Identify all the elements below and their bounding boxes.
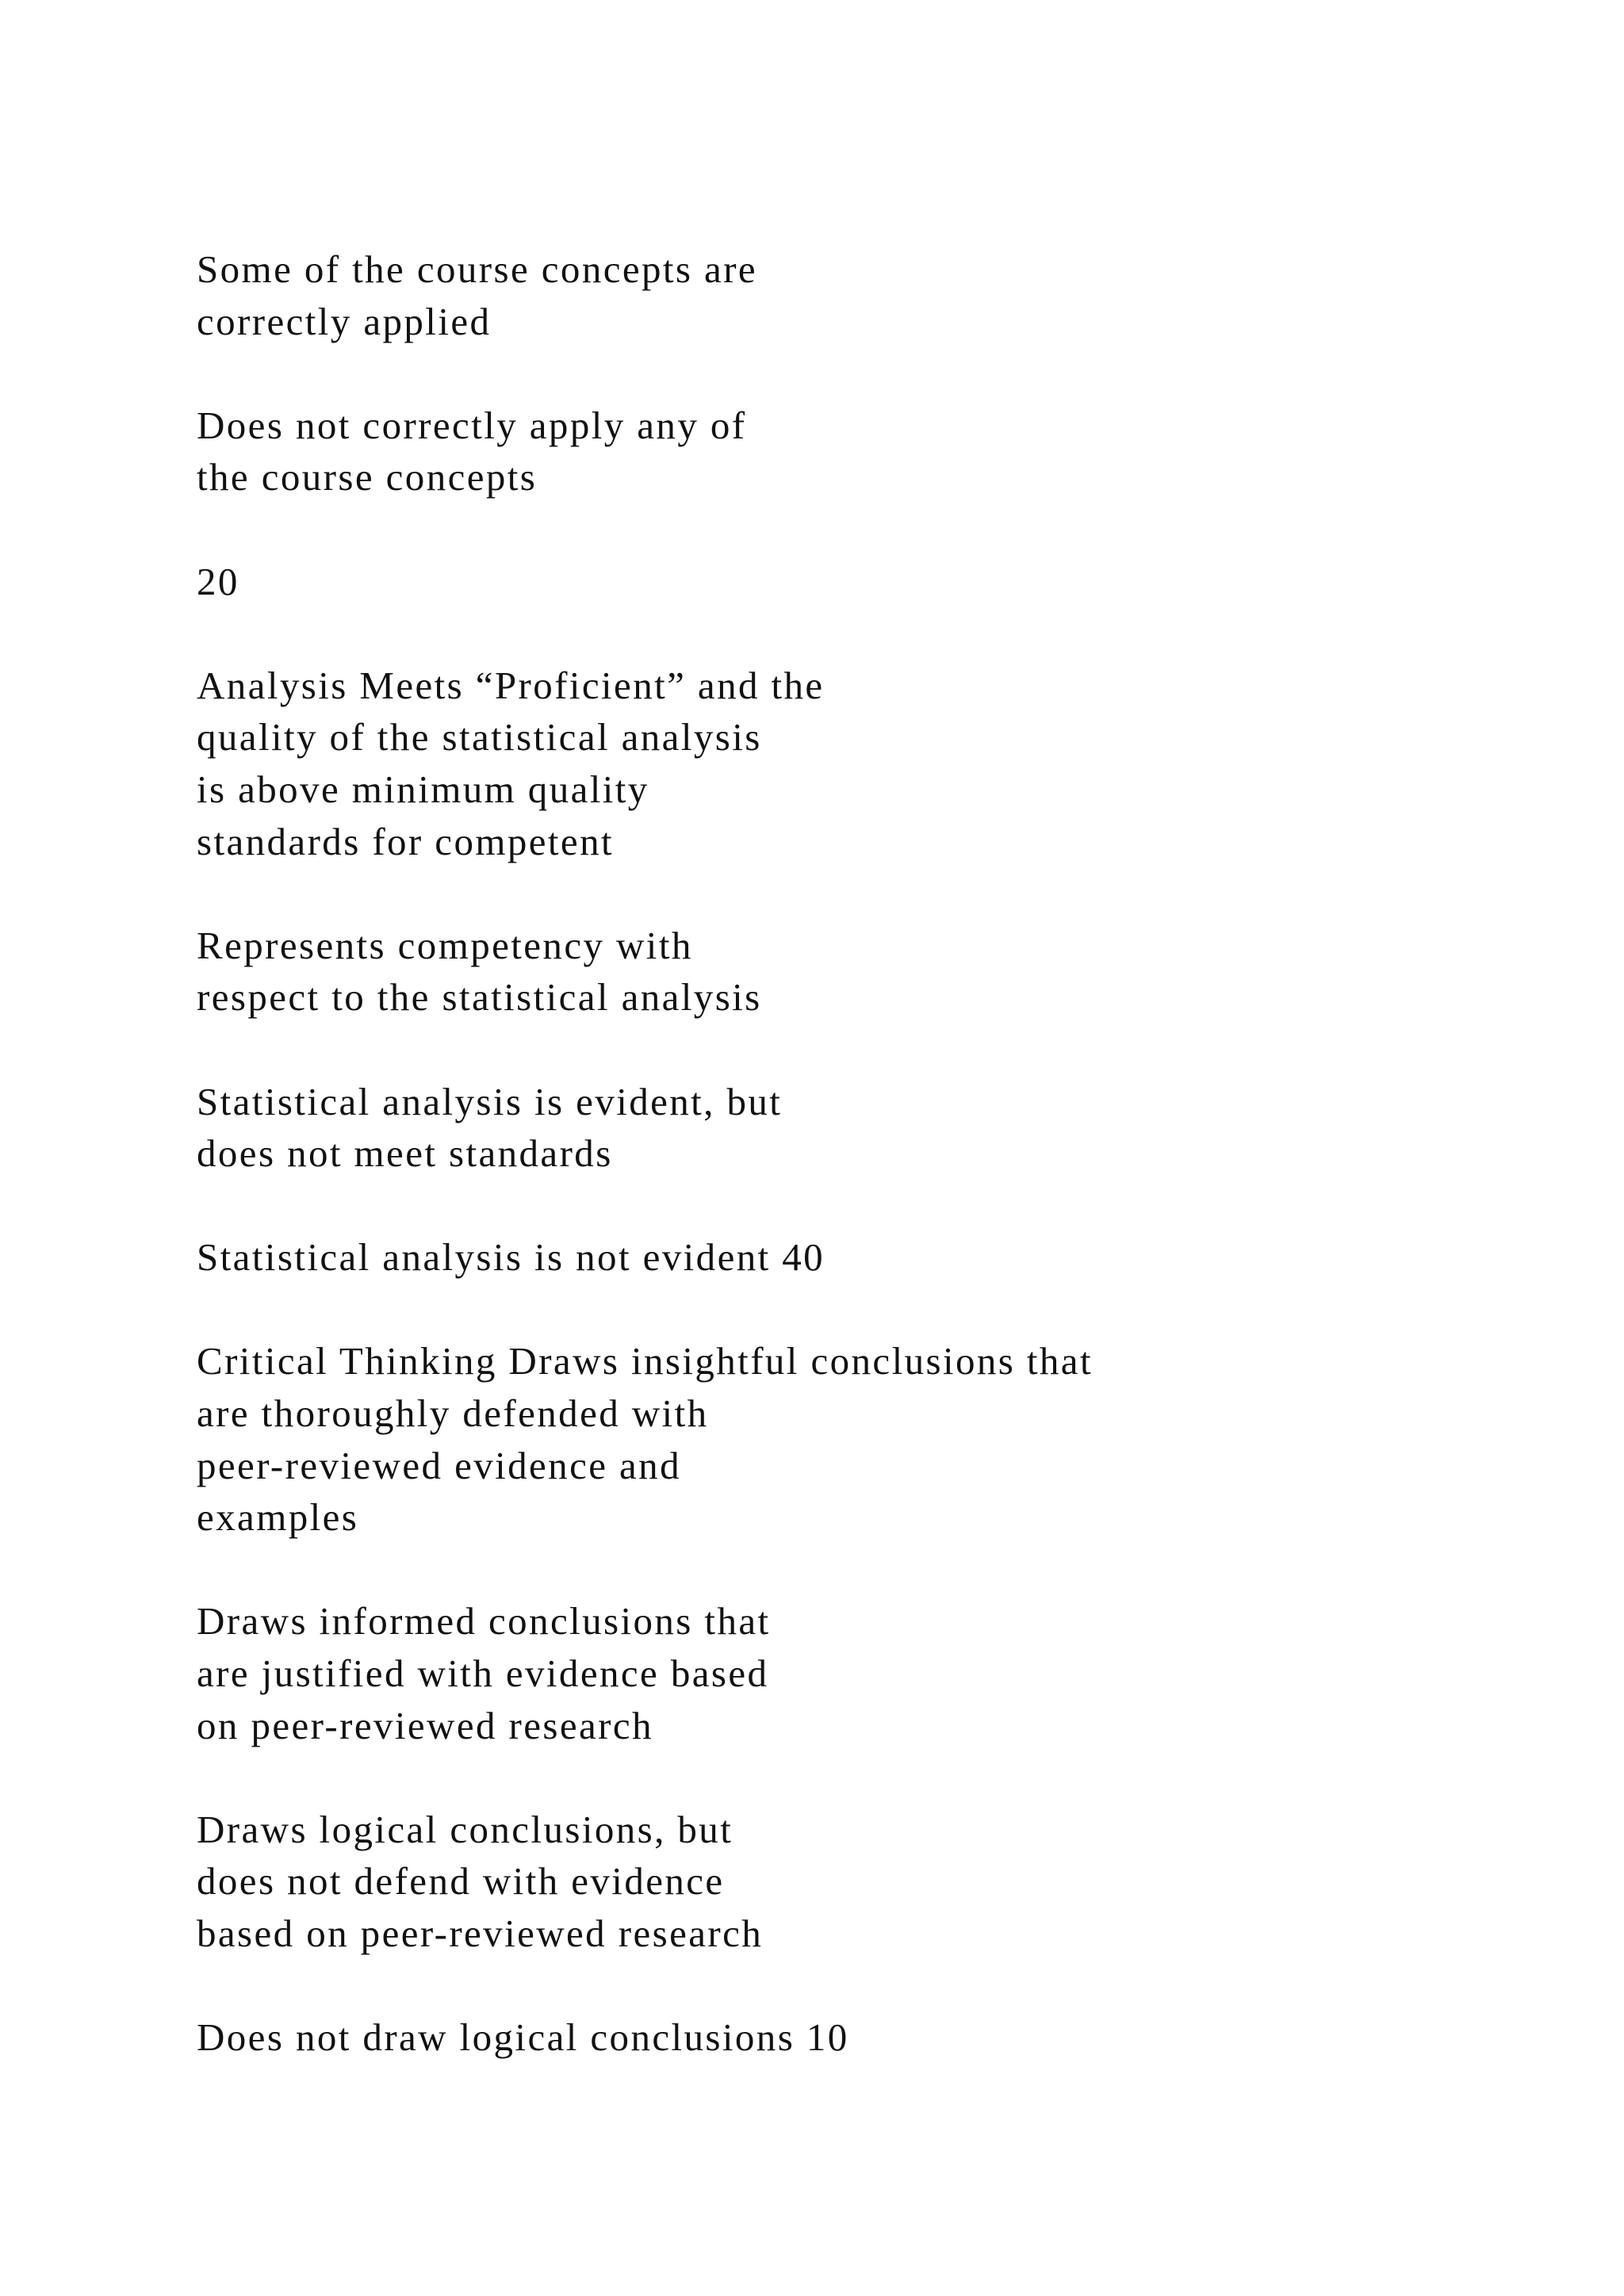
document-body <box>197 243 1545 2115</box>
paragraph-analysis-exceeds <box>197 660 1545 867</box>
paragraph-critical-thinking <box>197 1335 1545 1543</box>
text-line: Some of the course concepts are <box>197 247 758 291</box>
text-line: are justified with evidence based <box>197 1651 769 1696</box>
paragraph-some-concepts-applied <box>197 243 1545 347</box>
paragraph-no-concepts-applied <box>197 400 1545 503</box>
text-line: Draws informed conclusions that <box>197 1599 771 1644</box>
paragraph-informed-conclusions <box>197 1595 1545 1751</box>
text-line: Does not correctly apply any of <box>197 403 747 447</box>
text-line: peer-reviewed evidence and <box>197 1443 681 1487</box>
paragraph-points-20 <box>197 556 1545 608</box>
text-line: Statistical analysis is evident, but <box>197 1079 783 1123</box>
text-line: Does not draw logical conclusions 10 <box>197 2015 849 2060</box>
paragraph-logical-conclusions <box>197 1804 1545 1960</box>
text-line: Draws logical conclusions, but <box>197 1807 733 1851</box>
text-line: standards for competent <box>197 819 614 863</box>
text-line: correctly applied <box>197 299 492 343</box>
text-line: Statistical analysis is not evident 40 <box>197 1235 825 1280</box>
text-line: Represents competency with <box>197 923 693 967</box>
paragraph-no-logical-conclusions <box>197 2011 1545 2064</box>
text-line: does not meet standards <box>197 1131 613 1176</box>
text-line: the course concepts <box>197 455 538 499</box>
text-line: Critical Thinking Draws insightful conclusions that <box>197 1339 1093 1383</box>
text-line: is above minimum quality <box>197 767 649 811</box>
points-value: 20 <box>197 559 239 603</box>
text-line: does not defend with evidence <box>197 1859 725 1904</box>
text-line: quality of the statistical analysis <box>197 715 762 760</box>
text-line: based on peer-reviewed research <box>197 1911 764 1955</box>
paragraph-analysis-proficient <box>197 920 1545 1024</box>
text-line: Analysis Meets “Proficient” and the <box>197 663 825 707</box>
paragraph-analysis-evident <box>197 1076 1545 1180</box>
text-line: are thoroughly defended with <box>197 1391 709 1436</box>
text-line: examples <box>197 1495 359 1540</box>
text-line: respect to the statistical analysis <box>197 975 762 1020</box>
paragraph-analysis-not-evident <box>197 1231 1545 1284</box>
text-line: on peer-reviewed research <box>197 1703 653 1747</box>
